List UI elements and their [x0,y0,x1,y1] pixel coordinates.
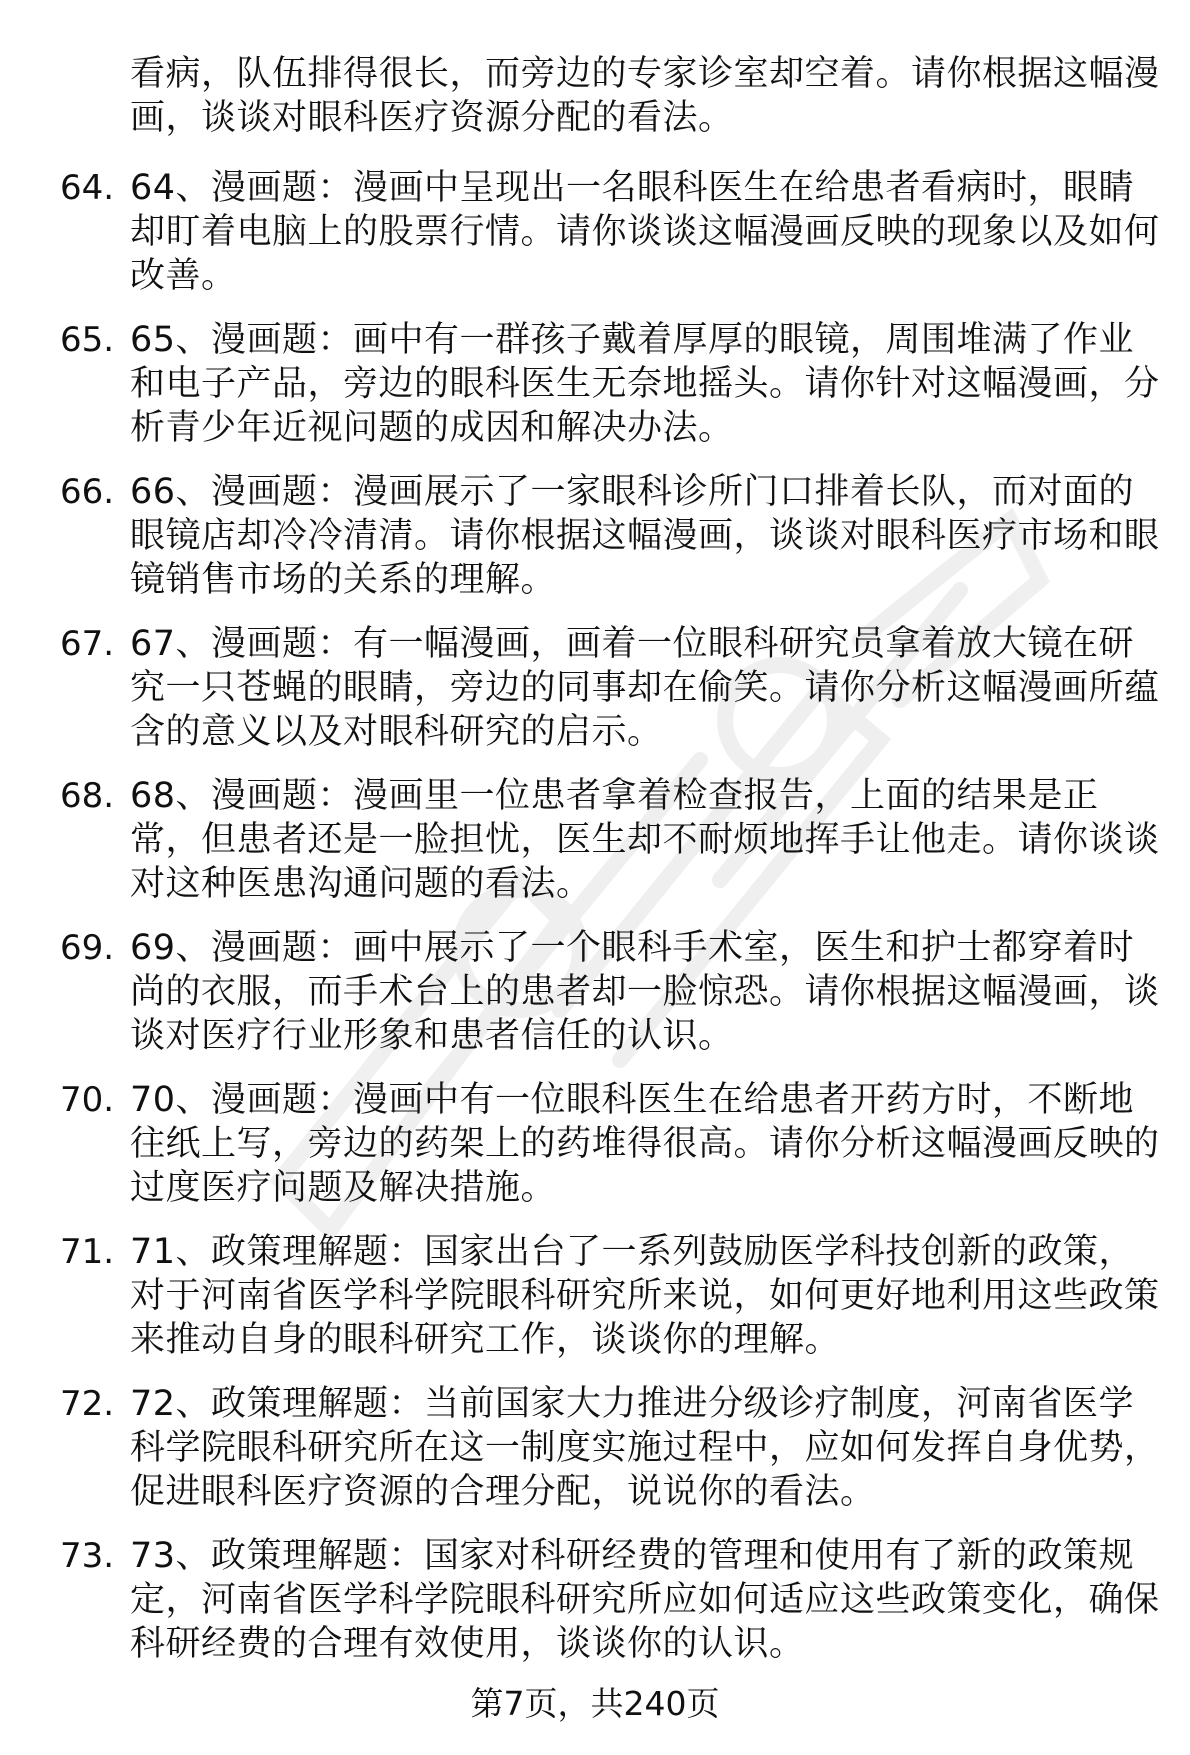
question-number: 69. [60,928,115,968]
question-number: 68. [60,776,115,816]
list-item [60,1534,1160,1686]
list-item [60,166,1160,318]
list-item [60,1078,1160,1230]
question-text: 73、政策理解题：国家对科研经费的管理和使用有了新的政策规定，河南省医学科学院眼科研究所应如何适应这些政策变化，确保科研经费的合理有效使用，谈谈你的认识。 [130,1536,1160,1664]
list-item [60,470,1160,622]
list-item [60,622,1160,774]
question-text: 72、政策理解题：当前国家大力推进分级诊疗制度，河南省医学科学院眼科研究所在这一制度实施过程中，应如何发挥自身优势，促进眼科医疗资源的合理分配，说说你的看法。 [130,1384,1160,1512]
page-footer: 第7页，共240页 [470,1684,720,1723]
question-text: 69、漫画题：画中展示了一个眼科手术室，医生和护士都穿着时尚的衣服，而手术台上的患者却一脸惊恐。请你根据这幅漫画，谈谈对医疗行业形象和患者信任的认识。 [130,928,1160,1056]
question-text: 64、漫画题：漫画中呈现出一名眼科医生在给患者看病时，眼睛却盯着电脑上的股票行情。请你谈谈这幅漫画反映的现象以及如何改善。 [130,168,1160,296]
question-number: 66. [60,472,115,512]
question-number: 64. [60,168,115,208]
question-text: 66、漫画题：漫画展示了一家眼科诊所门口排着长队，而对面的眼镜店却冷冷清清。请你根据这幅漫画，谈谈对眼科医疗市场和眼镜销售市场的关系的理解。 [130,472,1160,600]
question-number: 67. [60,624,115,664]
question-text: 68、漫画题：漫画里一位患者拿着检查报告，上面的结果是正常，但患者还是一脸担忧，医生却不耐烦地挥手让他走。请你谈谈对这种医患沟通问题的看法。 [130,776,1160,904]
list-item [60,1382,1160,1534]
question-number: 72. [60,1384,115,1424]
question-text: 67、漫画题：有一幅漫画，画着一位眼科研究员拿着放大镜在研究一只苍蝇的眼睛，旁边的同事却在偷笑。请你分析这幅漫画所蕴含的意义以及对眼科研究的启示。 [130,624,1160,752]
question-number: 65. [60,320,115,360]
question-number: 70. [60,1080,115,1120]
question-number: 73. [60,1536,115,1576]
question-number: 71. [60,1232,115,1272]
list-item [60,774,1160,926]
list-item [60,318,1160,470]
list-item [60,1230,1160,1382]
question-text: 70、漫画题：漫画中有一位眼科医生在给患者开药方时，不断地往纸上写，旁边的药架上的药堆得很高。请你分析这幅漫画反映的过度医疗问题及解决措施。 [130,1080,1160,1208]
continued-question-text: 看病，队伍排得很长，而旁边的专家诊室却空着。请你根据这幅漫画，谈谈对眼科医疗资源分配的看法。 [130,54,1160,138]
question-list [60,166,1160,1686]
question-text: 65、漫画题：画中有一群孩子戴着厚厚的眼镜，周围堆满了作业和电子产品，旁边的眼科医生无奈地摇头。请你针对这幅漫画，分析青少年近视问题的成因和解决办法。 [130,320,1160,448]
list-item [60,926,1160,1078]
question-text: 71、政策理解题：国家出台了一系列鼓励医学科技创新的政策，对于河南省医学科学院眼科研究所来说，如何更好地利用这些政策来推动自身的眼科研究工作，谈谈你的理解。 [130,1232,1160,1360]
